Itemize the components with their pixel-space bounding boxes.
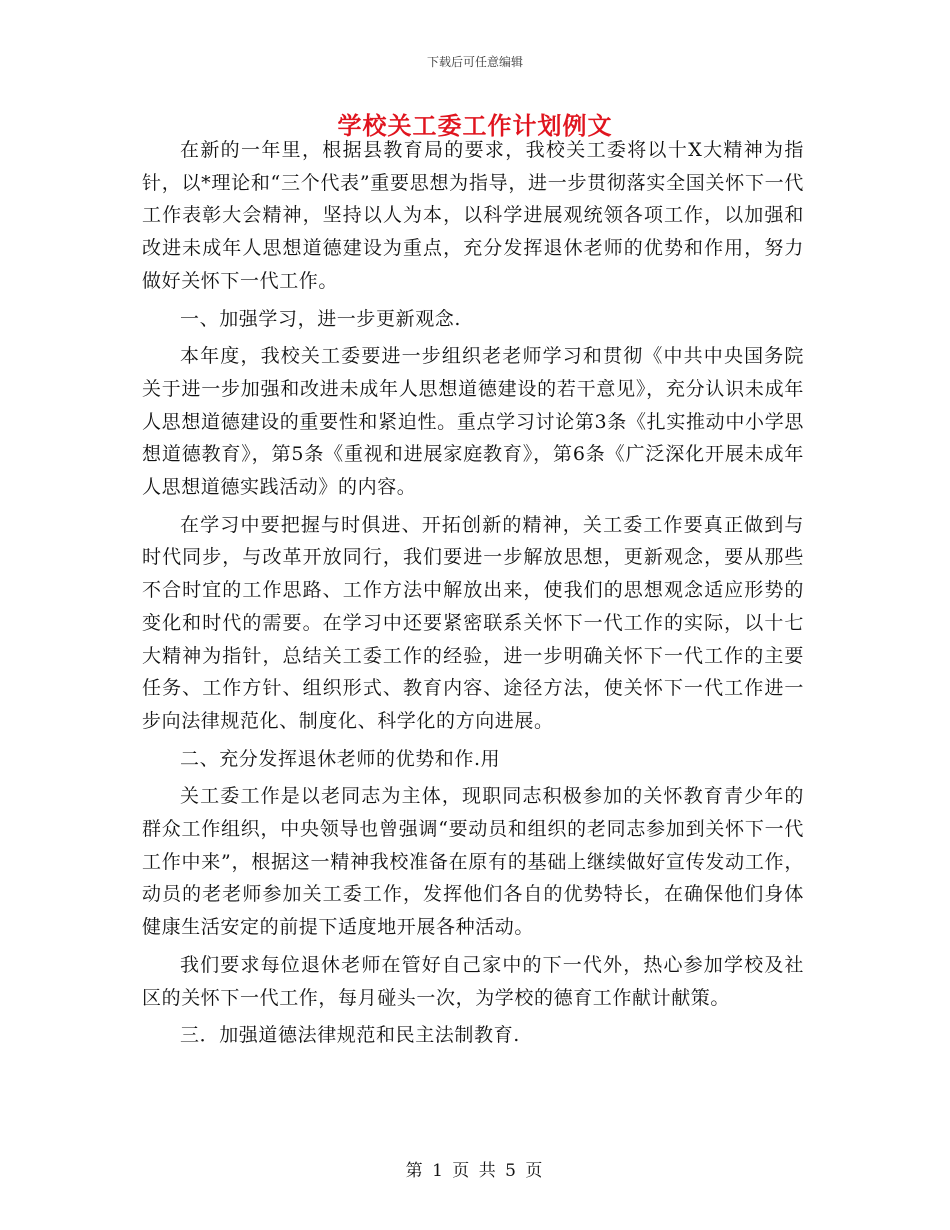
section-heading-2: 二、充分发挥退休老师的优势和作.用 <box>180 747 501 770</box>
header-note: 下载后可任意编辑 <box>426 55 523 69</box>
document-title: 学校关工委工作计划例文 <box>337 111 613 140</box>
document-body <box>142 134 804 1052</box>
paragraph-innovation: 在学习中要把握与时俱进、开拓创新的精神，关工委工作要真正做到与时代同步，与改革开放同行，我们要进一步解放思想，更新观念，要从那些不合时宜的工作思路、工作方法中解放出来，使我们的思想观念适应形势的变化和时代的需要。在学习中还要紧密联系关怀下一代工作的实际，以十七大精神为指针，总结关工委工作的经验，进一步明确关怀下一代工作的主要任务、工作方针、组织形式、教育内容、途径方法，使关怀下一代工作进一步向法律规范化、制度化、科学化的方向进展。 <box>142 513 804 732</box>
paragraph-study: 本年度，我校关工委要进一步组织老老师学习和贯彻《中共中央国务院关于进一步加强和改进未成年人思想道德建设的若干意见》，充分认识未成年人思想道德建设的重要性和紧迫性。重点学习讨论第3条《扎实推动中小学思想道德教育》，第5条《重视和进展家庭教育》，第6条《广泛深化开展未成年人思想道德实践活动》的内容。 <box>142 345 804 499</box>
paragraph-intro: 在新的一年里，根据县教育局的要求，我校关工委将以十X大精神为指针，以*理论和“三个代表”重要思想为指导，进一步贯彻落实全国关怀下一代工作表彰大会精神，坚持以人为本，以科学进展观统领各项工作，以加强和改进未成年人思想道德建设为重点，充分发挥退休老师的优势和作用，努力做好关怀下一代工作。 <box>142 139 804 292</box>
section-heading-3: 三．加强道德法律规范和民主法制教育. <box>180 1024 520 1047</box>
paragraph-retired-teachers: 关工委工作是以老同志为主体，现职同志积极参加的关怀教育青少年的群众工作组织，中央领导也曾强调“要动员和组织的老同志参加到关怀下一代工作中来”，根据这一精神我校准备在原有的基础上继续做好宣传发动工作，动员的老老师参加关工委工作，发挥他们各自的优势特长，在确保他们身体健康生活安定的前提下适度地开展各种活动。 <box>142 785 804 939</box>
page-number: 第 1 页 共 5 页 <box>405 1161 545 1181</box>
paragraph-monthly-meeting: 我们要求每位退休老师在管好自己家中的下一代外，热心参加学校及社区的关怀下一代工作，每月碰头一次，为学校的德育工作献计献策。 <box>142 953 804 1009</box>
section-heading-1: 一、加强学习，进一步更新观念. <box>180 307 462 330</box>
